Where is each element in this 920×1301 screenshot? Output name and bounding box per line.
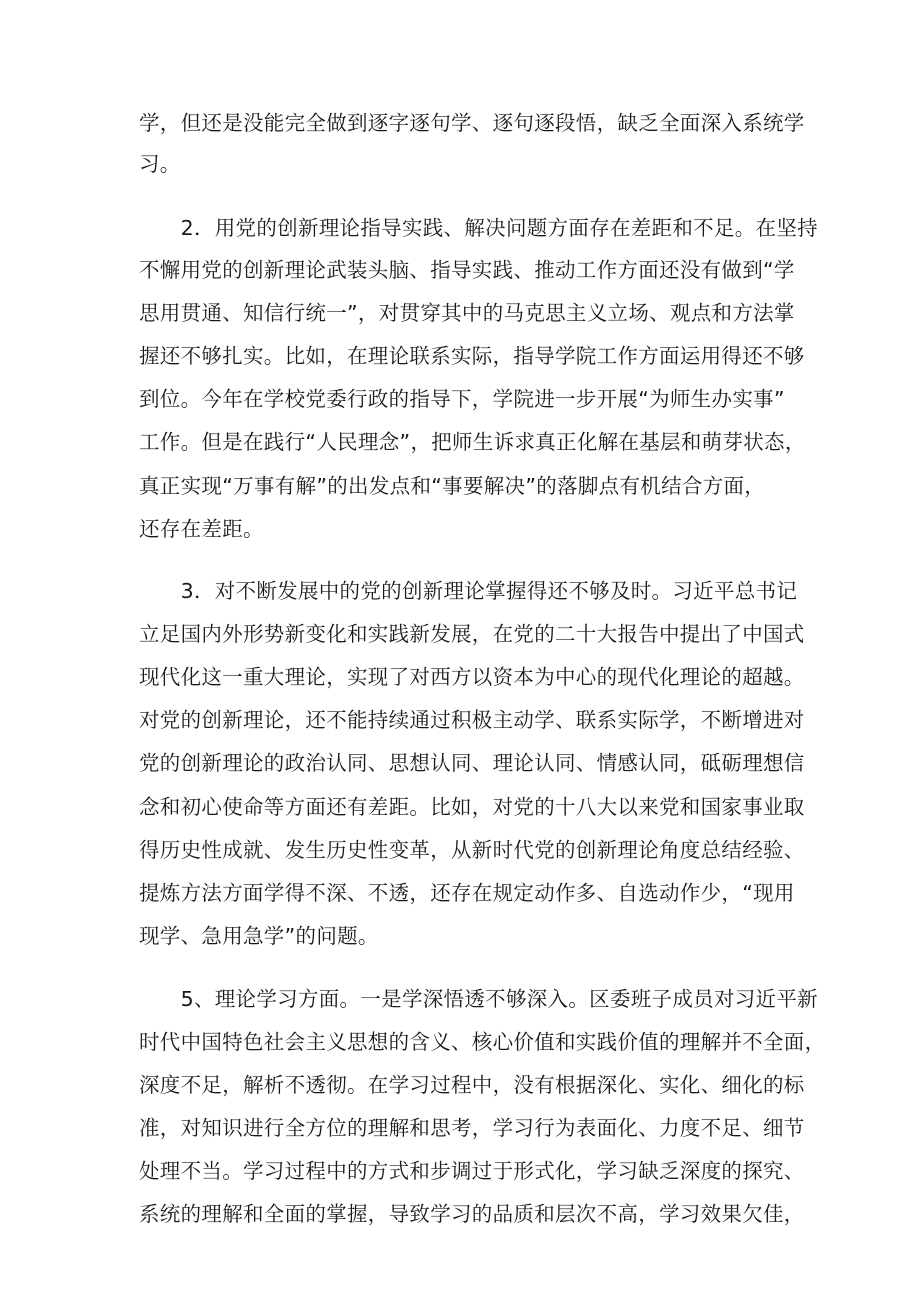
body-text-line: 5、理论学习方面。一是学深悟透不够深入。区委班子成员对习近平新 — [139, 987, 818, 1011]
body-text-line: 立足国内外形势新变化和实践新发展，在党的二十大报告中提出了中国式 — [139, 622, 805, 646]
body-text-line: 不懈用党的创新理论武装头脑、指导实践、推动工作方面还没有做到“学 — [139, 258, 795, 282]
body-text-line: 现学、急用急学”的问题。 — [139, 924, 379, 948]
body-text-line: 深度不足，解析不透彻。在学习过程中，没有根据深化、实化、细化的标 — [139, 1073, 805, 1097]
body-text-line: 念和初心使命等方面还有差距。比如，对党的十八大以来党和国家事业取 — [139, 795, 805, 819]
body-text-line: 系统的理解和全面的掌握，导致学习的品质和层次不高，学习效果欠佳， — [139, 1202, 805, 1226]
body-text-line: 工作。但是在践行“人民理念”，把师生诉求真正化解在基层和萌芽状态， — [139, 430, 806, 454]
body-text-line: 时代中国特色社会主义思想的含义、核心价值和实践价值的理解并不全面， — [139, 1030, 826, 1054]
body-text-line: 处理不当。学习过程中的方式和步调过于形式化，学习缺乏深度的探究、 — [139, 1159, 805, 1183]
body-text-line: 到位。今年在学校党委行政的指导下，学院进一步开展“为师生办实事” — [139, 387, 785, 411]
body-text-line: 现代化这一重大理论，实现了对西方以资本为中心的现代化理论的超越。 — [139, 665, 805, 689]
body-text-line: 提炼方法方面学得不深、不透，还存在规定动作多、自选动作少，“现用 — [139, 881, 795, 905]
body-text-line: 2．用党的创新理论指导实践、解决问题方面存在差距和不足。在坚持 — [139, 216, 818, 240]
body-text-line: 握还不够扎实。比如，在理论联系实际，指导学院工作方面运用得还不够 — [139, 344, 805, 368]
body-text-line: 3．对不断发展中的党的创新理论掌握得还不够及时。习近平总书记 — [139, 579, 798, 603]
body-text-line: 党的创新理论的政治认同、思想认同、理论认同、情感认同，砥砺理想信 — [139, 751, 805, 775]
body-text-line: 对党的创新理论，还不能持续通过积极主动学、联系实际学，不断增进对 — [139, 708, 805, 732]
body-text-line: 学，但还是没能完全做到逐字逐句学、逐句逐段悟，缺乏全面深入系统学 — [139, 111, 805, 135]
body-text-line: 习。 — [139, 152, 181, 176]
body-text-line: 思用贯通、知信行统一”，对贯穿其中的马克思主义立场、观点和方法掌 — [139, 301, 795, 325]
body-text-line: 还存在差距。 — [139, 517, 264, 541]
body-text-line: 准，对知识进行全方位的理解和思考，学习行为表面化、力度不足、细节 — [139, 1116, 805, 1140]
body-text-line: 得历史性成就、发生历史性变革，从新时代党的创新理论角度总结经验、 — [139, 838, 805, 862]
body-text-line: 真正实现“万事有解”的出发点和“事要解决”的落脚点有机结合方面， — [139, 474, 766, 498]
